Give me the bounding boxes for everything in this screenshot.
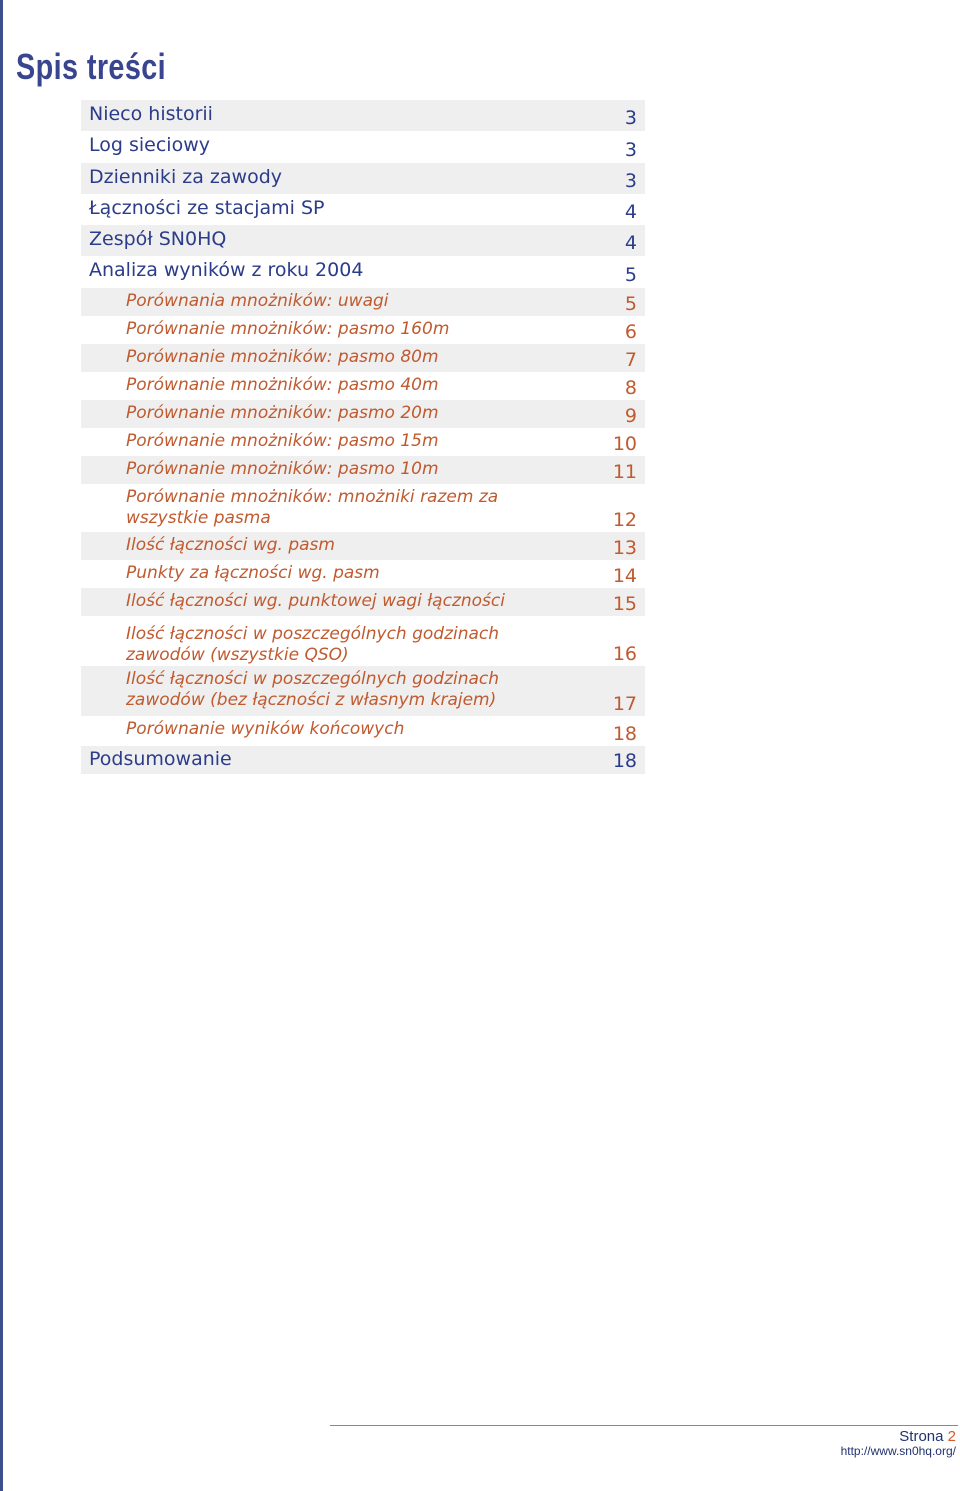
toc-entry-page: 5 bbox=[624, 263, 637, 286]
toc-entry[interactable] bbox=[81, 163, 645, 194]
toc-subentry-page: 14 bbox=[612, 564, 637, 587]
toc-subentry-label: Ilość łączności wg. punktowej wagi łączności bbox=[126, 590, 505, 611]
toc-subentry-page: 16 bbox=[612, 642, 637, 665]
left-margin-rule bbox=[0, 0, 3, 1491]
footer-divider bbox=[330, 1425, 958, 1426]
toc-subentry-page: 12 bbox=[612, 508, 637, 531]
toc-entry[interactable] bbox=[81, 100, 645, 131]
toc-subentry-page: 9 bbox=[624, 404, 637, 427]
toc-subentry-label: Porównanie mnożników: pasmo 40m bbox=[126, 374, 439, 395]
toc-subentry[interactable] bbox=[81, 400, 645, 428]
toc-subentry-page: 6 bbox=[624, 320, 637, 343]
toc-entry-label: Dzienniki za zawody bbox=[89, 165, 282, 188]
toc-subentry-page: 8 bbox=[624, 376, 637, 399]
toc-subentry-label: Punkty za łączności wg. pasm bbox=[126, 562, 380, 583]
footer-page-indicator bbox=[899, 1428, 956, 1445]
toc-subentry[interactable] bbox=[81, 344, 645, 372]
footer-url-link[interactable]: http://www.sn0hq.org/ bbox=[840, 1444, 956, 1458]
toc-subentry-page: 7 bbox=[624, 348, 637, 371]
toc-entry-label: Podsumowanie bbox=[89, 747, 232, 770]
footer-page-label: Strona bbox=[899, 1428, 944, 1445]
toc-subentry[interactable] bbox=[81, 372, 645, 400]
toc-entry[interactable] bbox=[81, 194, 645, 225]
toc-entry-label: Łączności ze stacjami SP bbox=[89, 196, 325, 219]
toc-subentry-label: Porównanie mnożników: pasmo 80m bbox=[126, 346, 439, 367]
footer-page-number: 2 bbox=[947, 1428, 956, 1445]
toc-subentry[interactable] bbox=[81, 560, 645, 588]
toc-subentry[interactable] bbox=[81, 428, 645, 456]
toc-subentry[interactable] bbox=[81, 288, 645, 316]
toc-subentry-label: Porównanie mnożników: mnożniki razem za wszystkie pasma bbox=[126, 486, 499, 529]
toc-subentry[interactable] bbox=[81, 456, 645, 484]
toc-subentry[interactable] bbox=[81, 716, 645, 746]
toc-subentry-page: 5 bbox=[624, 292, 637, 315]
toc-entry[interactable] bbox=[81, 746, 645, 774]
toc-subentry[interactable] bbox=[81, 666, 645, 716]
toc-subentry-label: Ilość łączności w poszczególnych godzinach zawodów (bez łączności z własnym krajem) bbox=[126, 668, 500, 711]
toc-entry[interactable] bbox=[81, 225, 645, 256]
toc-entry-page: 3 bbox=[624, 138, 637, 161]
toc-entry-page: 4 bbox=[624, 232, 637, 255]
toc-entry-label: Nieco historii bbox=[89, 103, 213, 125]
toc-subentry-page: 13 bbox=[612, 536, 637, 559]
toc-subentry-page: 10 bbox=[612, 432, 637, 455]
toc-subentry[interactable] bbox=[81, 616, 645, 666]
toc-entry-label: Zespół SN0HQ bbox=[89, 228, 227, 251]
toc-subentry[interactable] bbox=[81, 316, 645, 344]
table-of-contents bbox=[81, 100, 645, 774]
toc-subentry-label: Ilość łączności wg. pasm bbox=[126, 534, 335, 555]
toc-subentry-label: Porównanie mnożników: pasmo 20m bbox=[126, 402, 439, 423]
toc-entry-label: Log sieciowy bbox=[89, 134, 210, 157]
toc-subentry-page: 11 bbox=[612, 460, 637, 483]
toc-subentry-label: Porównanie mnożników: pasmo 160m bbox=[126, 318, 450, 339]
toc-subentry[interactable] bbox=[81, 532, 645, 560]
toc-entry-page: 4 bbox=[624, 201, 637, 224]
toc-entry-page: 18 bbox=[612, 749, 637, 772]
toc-subentry[interactable] bbox=[81, 484, 645, 532]
toc-subentry-label: Porównania mnożników: uwagi bbox=[126, 290, 389, 311]
toc-subentry-label: Porównanie wyników końcowych bbox=[126, 718, 405, 739]
toc-subentry-label: Porównanie mnożników: pasmo 10m bbox=[126, 458, 439, 479]
toc-subentry-page: 18 bbox=[612, 722, 637, 745]
toc-subentry[interactable] bbox=[81, 588, 645, 616]
toc-entry[interactable] bbox=[81, 131, 645, 162]
toc-entry[interactable] bbox=[81, 256, 645, 287]
toc-subentry-label: Porównanie mnożników: pasmo 15m bbox=[126, 430, 439, 451]
toc-entry-page: 3 bbox=[624, 107, 637, 130]
toc-subentry-page: 15 bbox=[612, 592, 637, 615]
toc-subentry-page: 17 bbox=[612, 692, 637, 715]
toc-entry-label: Analiza wyników z roku 2004 bbox=[89, 259, 364, 282]
page-title: Spis treści bbox=[16, 46, 167, 87]
toc-entry-page: 3 bbox=[624, 169, 637, 192]
toc-subentry-label: Ilość łączności w poszczególnych godzinach zawodów (wszystkie QSO) bbox=[126, 623, 500, 666]
